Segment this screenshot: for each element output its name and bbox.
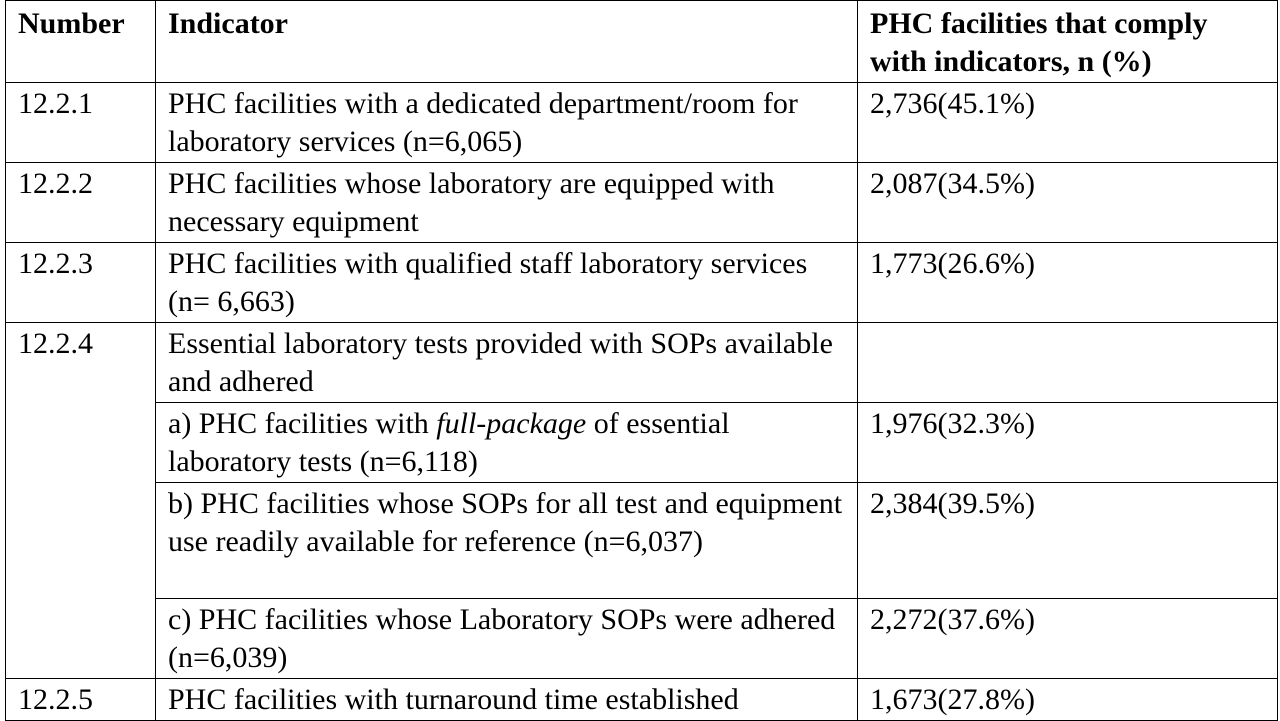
header-row (6, 1, 1278, 83)
cell-indicator: PHC facilities with turnaround time established (156, 679, 858, 721)
cell-number: 12.2.1 (6, 83, 156, 163)
cell-indicator: c) PHC facilities whose Laboratory SOPs were adhered (n=6,039) (156, 599, 858, 679)
indicator-table (5, 0, 1278, 721)
cell-number: 12.2.2 (6, 163, 156, 243)
cell-value: 2,272(37.6%) (858, 599, 1278, 679)
cell-value: 2,087(34.5%) (858, 163, 1278, 243)
table-row (6, 163, 1278, 243)
table-row (6, 243, 1278, 323)
cell-number: 12.2.4 (6, 323, 156, 679)
header-compliance: PHC facilities that comply with indicators, n (%) (858, 1, 1278, 83)
cell-value: 2,736(45.1%) (858, 83, 1278, 163)
table-row (6, 323, 1278, 403)
header-number: Number (6, 1, 156, 83)
cell-number: 12.2.3 (6, 243, 156, 323)
table-subrow (6, 483, 1278, 599)
table-subrow (6, 403, 1278, 483)
cell-indicator: PHC facilities with qualified staff laboratory services (n= 6,663) (156, 243, 858, 323)
table-subrow (6, 599, 1278, 679)
cell-indicator: PHC facilities with a dedicated department/room for laboratory services (n=6,065) (156, 83, 858, 163)
cell-indicator (156, 403, 858, 483)
cell-number: 12.2.5 (6, 679, 156, 721)
cell-value: 2,384(39.5%) (858, 483, 1278, 599)
cell-indicator: Essential laboratory tests provided with SOPs available and adhered (156, 323, 858, 403)
cell-value: 1,673(27.8%) (858, 679, 1278, 721)
indicator-suffix: of essential laboratory tests (n=6,118) (168, 407, 730, 478)
table-row (6, 83, 1278, 163)
header-indicator: Indicator (156, 1, 858, 83)
table-row (6, 679, 1278, 721)
cell-value: 1,773(26.6%) (858, 243, 1278, 323)
cell-value: 1,976(32.3%) (858, 403, 1278, 483)
indicator-prefix: a) PHC facilities with (168, 407, 437, 440)
cell-value (858, 323, 1278, 403)
indicator-italic: full-package (436, 407, 587, 440)
cell-indicator: PHC facilities whose laboratory are equipped with necessary equipment (156, 163, 858, 243)
cell-indicator: b) PHC facilities whose SOPs for all test and equipment use readily available for reference (n=6,037) (156, 483, 858, 599)
